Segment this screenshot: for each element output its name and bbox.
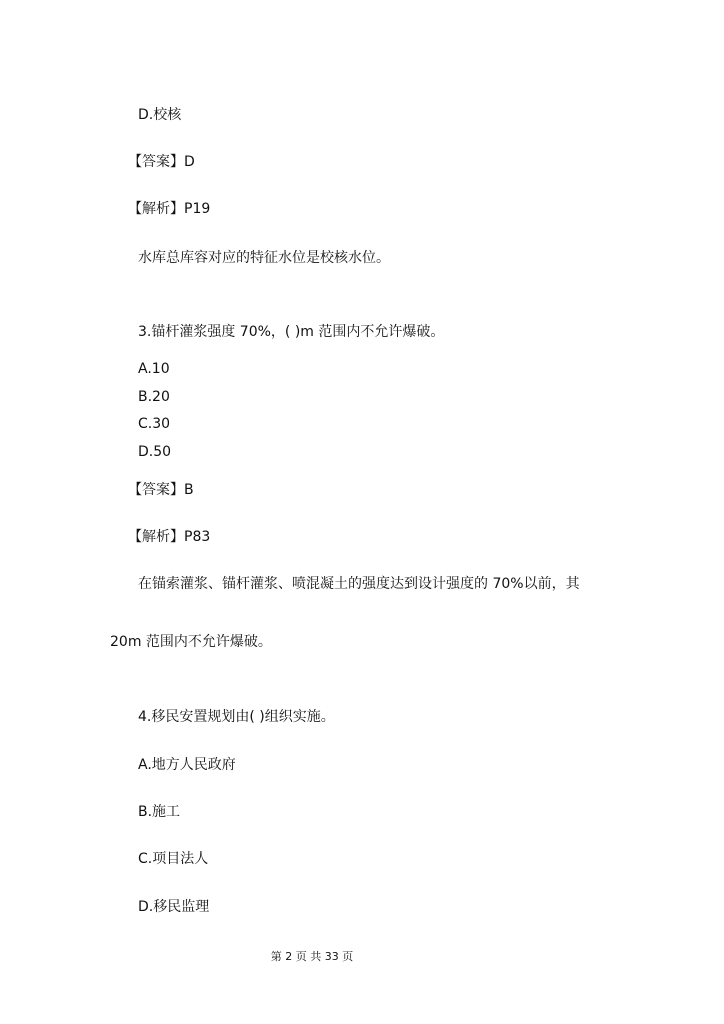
q4-option-b: B.施工 — [138, 804, 181, 820]
q3-answer: 【答案】B — [128, 482, 194, 498]
q3-option-a: A.10 — [138, 361, 170, 377]
page-footer: 第 2 页 共 33 页 — [270, 950, 354, 963]
q4-option-d: D.移民监理 — [138, 899, 210, 915]
q2-analysis: 【解析】P19 — [128, 201, 211, 217]
q2-option-d: D.校核 — [138, 107, 182, 123]
q3-option-d: D.50 — [138, 444, 172, 460]
q2-explanation: 水库总库容对应的特征水位是校核水位。 — [138, 250, 390, 266]
q3-option-b: B.20 — [138, 389, 170, 405]
q4-option-c: C.项目法人 — [138, 851, 209, 867]
q3-analysis: 【解析】P83 — [128, 529, 211, 545]
q4-option-a: A.地方人民政府 — [138, 757, 236, 773]
q3-explanation-line1: 在锚索灌浆、锚杆灌浆、喷混凝土的强度达到设计强度的 70%以前，其 — [138, 576, 580, 592]
q3-question: 3.锚杆灌浆强度 70%，( )m 范围内不允许爆破。 — [138, 324, 445, 340]
q3-explanation-line2: 20m 范围内不允许爆破。 — [110, 634, 272, 650]
q2-answer: 【答案】D — [128, 154, 195, 170]
q4-question: 4.移民安置规划由( )组织实施。 — [138, 709, 335, 725]
q3-option-c: C.30 — [138, 416, 171, 432]
